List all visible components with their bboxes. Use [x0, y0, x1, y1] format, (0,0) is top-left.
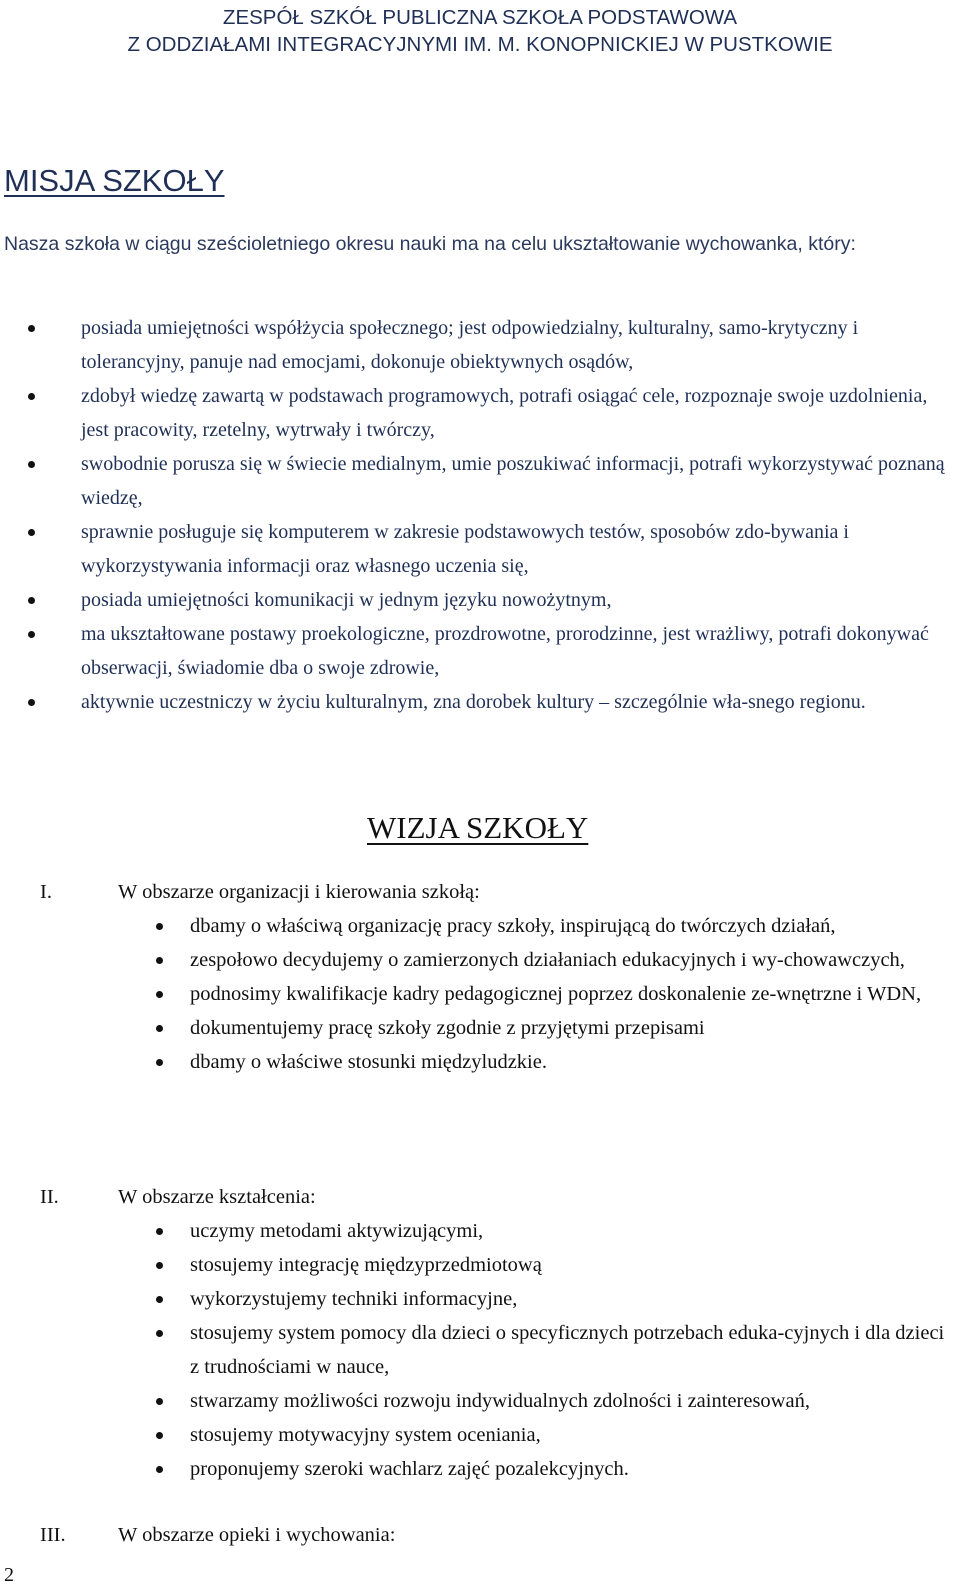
- list-item-text: posiada umiejętności komunikacji w jednym języku nowożytnym,: [81, 589, 612, 611]
- list-item: [0, 1316, 955, 1384]
- mission-intro: Nasza szkoła w ciągu sześcioletniego okresu nauki ma na celu ukształtowanie wychowanka, który:: [4, 233, 856, 255]
- list-item: [0, 909, 955, 943]
- bullet-icon: [28, 325, 35, 332]
- list-item: [0, 1418, 955, 1452]
- list-item-text: stosujemy motywacyjny system oceniania,: [190, 1424, 541, 1446]
- list-item-text: posiada umiejętności współżycia społecznego; jest odpowiedzialny, kulturalny, samo-krytyczny i tolerancyjny, panuje nad emocjami, dokonuje obiektywnych osądów,: [81, 317, 859, 373]
- list-item-text: zdobył wiedzę zawartą w podstawach programowych, potrafi osiągać cele, rozpoznaje swoje uzdolnienia, jest pracowity, rzetelny, wytrwały i twórczy,: [81, 385, 928, 441]
- bullet-icon: [156, 1330, 163, 1337]
- list-item: [0, 379, 955, 447]
- bullet-icon: [156, 957, 163, 964]
- page-number: 2: [4, 1564, 14, 1586]
- section-heading: W obszarze kształcenia:: [118, 1186, 316, 1208]
- section-number: III.: [40, 1524, 66, 1546]
- bullet-icon: [156, 1466, 163, 1473]
- bullet-icon: [28, 597, 35, 604]
- list-item: [0, 1452, 955, 1486]
- section-heading: W obszarze organizacji i kierowania szkołą:: [118, 881, 480, 903]
- document-header: [0, 4, 960, 58]
- list-item: [0, 943, 955, 977]
- vision-title: WIZJA SZKOŁY: [367, 810, 589, 845]
- list-item: [0, 1282, 955, 1316]
- list-item: [0, 977, 955, 1011]
- list-item-text: stosujemy integrację międzyprzedmiotową: [190, 1254, 542, 1276]
- list-item-text: stosujemy system pomocy dla dzieci o specyficznych potrzebach eduka-cyjnych i dla dzieci z trudnościami w nauce,: [190, 1322, 945, 1378]
- header-line-2: Z ODDZIAŁAMI INTEGRACYJNYMI IM. M. KONOPNICKIEJ W PUSTKOWIE: [127, 33, 833, 56]
- mission-title: MISJA SZKOŁY: [4, 163, 225, 198]
- section-number: II.: [40, 1186, 59, 1208]
- bullet-icon: [156, 1296, 163, 1303]
- list-item-text: stwarzamy możliwości rozwoju indywidualnych zdolności i zainteresowań,: [190, 1390, 810, 1412]
- list-item-text: dbamy o właściwą organizację pracy szkoły, inspirującą do twórczych działań,: [190, 915, 836, 937]
- bullet-icon: [156, 991, 163, 998]
- list-item: [0, 685, 955, 719]
- section-number: I.: [40, 881, 52, 903]
- header-line-1: ZESPÓŁ SZKÓŁ PUBLICZNA SZKOŁA PODSTAWOWA: [222, 6, 738, 29]
- list-item-text: dokumentujemy pracę szkoły zgodnie z przyjętymi przepisami: [190, 1017, 705, 1039]
- section-list: [0, 1214, 955, 1486]
- bullet-icon: [156, 923, 163, 930]
- bullet-icon: [156, 1025, 163, 1032]
- list-item-text: wykorzystujemy techniki informacyjne,: [190, 1288, 518, 1310]
- list-item: [0, 1011, 955, 1045]
- bullet-icon: [156, 1059, 163, 1066]
- bullet-icon: [28, 529, 35, 536]
- list-item-text: swobodnie porusza się w świecie medialnym, umie poszukiwać informacji, potrafi wykorzystywać poznaną wiedzę,: [81, 453, 945, 509]
- bullet-icon: [156, 1228, 163, 1235]
- bullet-icon: [28, 393, 35, 400]
- list-item: [0, 311, 955, 379]
- section-list: [0, 909, 955, 1079]
- list-item: [0, 447, 955, 515]
- bullet-icon: [28, 631, 35, 638]
- bullet-icon: [156, 1262, 163, 1269]
- list-item-text: uczymy metodami aktywizującymi,: [190, 1220, 484, 1242]
- bullet-icon: [156, 1398, 163, 1405]
- list-item-text: dbamy o właściwe stosunki międzyludzkie.: [190, 1051, 547, 1073]
- bullet-icon: [156, 1432, 163, 1439]
- list-item-text: sprawnie posługuje się komputerem w zakresie podstawowych testów, sposobów zdo-bywania i wykorzystywania informacji oraz własnego uczenia się,: [81, 521, 849, 577]
- list-item-text: aktywnie uczestniczy w życiu kulturalnym, zna dorobek kultury – szczególnie wła-snego regionu.: [81, 691, 866, 713]
- list-item: [0, 1384, 955, 1418]
- list-item: [0, 617, 955, 685]
- list-item-text: podnosimy kwalifikacje kadry pedagogicznej poprzez doskonalenie ze-wnętrzne i WDN,: [190, 983, 922, 1005]
- list-item: [0, 515, 955, 583]
- list-item: [0, 583, 955, 617]
- list-item: [0, 1248, 955, 1282]
- bullet-icon: [28, 461, 35, 468]
- list-item-text: ma ukształtowane postawy proekologiczne, prozdrowotne, prorodzinne, jest wrażliwy, potrafi dokonywać obserwacji, świadomie dba o swoje zdrowie,: [81, 623, 929, 679]
- section-heading: W obszarze opieki i wychowania:: [118, 1524, 396, 1546]
- list-item-text: zespołowo decydujemy o zamierzonych działaniach edukacyjnych i wy-chowawczych,: [190, 949, 905, 971]
- list-item-text: proponujemy szeroki wachlarz zajęć pozalekcyjnych.: [190, 1458, 629, 1480]
- list-item: [0, 1214, 955, 1248]
- bullet-icon: [28, 699, 35, 706]
- mission-list: [0, 311, 955, 719]
- list-item: [0, 1045, 955, 1079]
